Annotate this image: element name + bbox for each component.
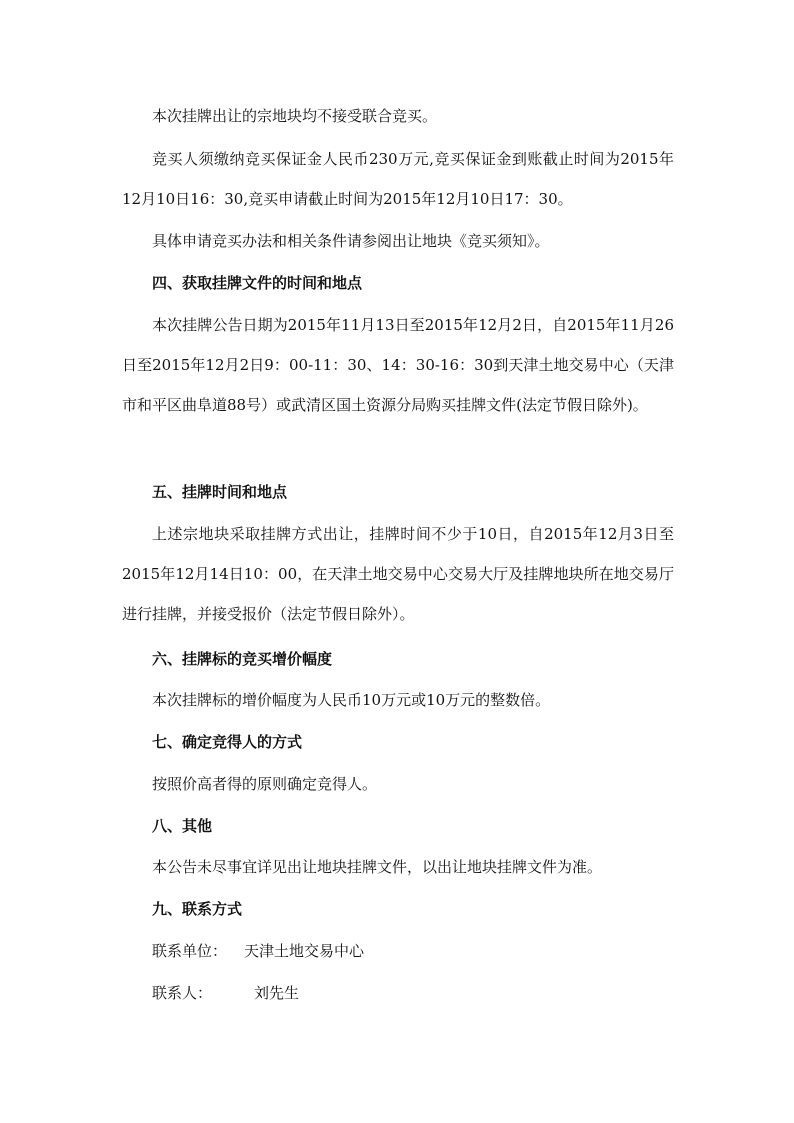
- paragraph-no-joint-bidding: 本次挂牌出让的宗地块均不接受联合竞买。: [152, 107, 438, 125]
- contact-unit-label: 联系单位：: [152, 942, 228, 960]
- paragraph-document-purchase: 本次挂牌公告日期为2015年11月13日至2015年12月2日，自2015年11月26日至2015年12月2日9：00-11：30、14：30-16：30到天津土地交易中心（天津市和平区曲阜道88号）或武清区国土资源分局购买挂牌文件(法定节假日除外)。: [122, 316, 674, 414]
- section-heading-4: 四、获取挂牌文件的时间和地点: [152, 274, 363, 292]
- section-heading-6: 六、挂牌标的竞买增价幅度: [152, 650, 333, 668]
- contact-person-value: 刘先生: [254, 984, 300, 1002]
- paragraph-listing-time: 上述宗地块采取挂牌方式出让，挂牌时间不少于10日，自2015年12月3日至2015年12月14日10：00，在天津土地交易中心交易大厅及挂牌地块所在地交易厅进行挂牌，并接受报价（法定节假日除外）。: [122, 525, 674, 623]
- paragraph-bidding-rules: 具体申请竞买办法和相关条件请参阅出让地块《竞买须知》。: [152, 232, 550, 250]
- section-heading-9: 九、联系方式: [152, 900, 243, 918]
- contact-person-row: [152, 973, 299, 1013]
- contact-unit-row: [152, 931, 364, 971]
- contact-unit-value: 天津土地交易中心: [244, 942, 365, 960]
- paragraph-deposit: 竞买人须缴纳竞买保证金人民币230万元,竞买保证金到账截止时间为2015年12月10日16：30,竞买申请截止时间为2015年12月10日17：30。: [122, 150, 674, 208]
- section-heading-5: 五、挂牌时间和地点: [152, 483, 288, 501]
- paragraph-other: 本公告未尽事宜详见出让地块挂牌文件，以出让地块挂牌文件为准。: [152, 858, 603, 876]
- section-heading-7: 七、确定竞得人的方式: [152, 733, 303, 751]
- paragraph-winner-method: 按照价高者得的原则确定竞得人。: [152, 775, 378, 793]
- paragraph-increment: 本次挂牌标的增价幅度为人民币10万元或10万元的整数倍。: [152, 691, 551, 709]
- section-heading-8: 八、其他: [152, 817, 213, 835]
- contact-person-label: 联系人：: [152, 984, 213, 1002]
